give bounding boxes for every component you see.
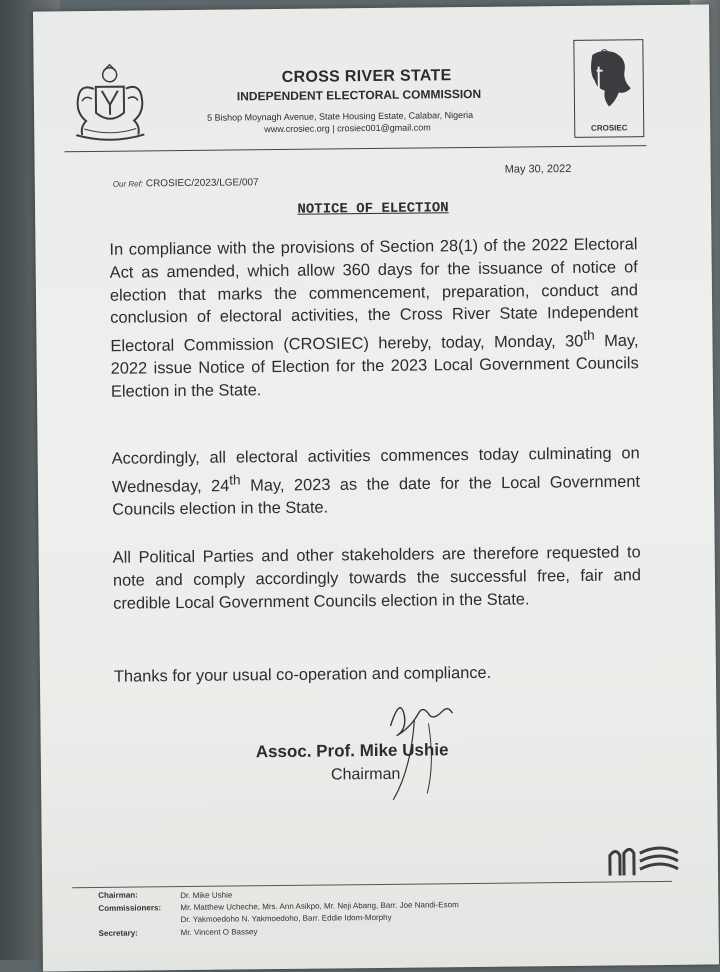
paragraph-thanks: Thanks for your usual co-operation and compliance. bbox=[113, 663, 492, 686]
footer-commissioners-line1: Mr. Matthew Ucheche, Mrs. Ann Asikpo, Mr. Neji Abang, Barr. Joe Nandi-Esom bbox=[180, 900, 459, 913]
footer-commissioners-label: Commissioners: bbox=[98, 903, 162, 913]
footer-chairman-value: Dr. Mike Ushie bbox=[180, 890, 233, 901]
footer-chairman-label: Chairman: bbox=[98, 890, 138, 900]
paragraph-compliance bbox=[109, 233, 639, 404]
signatory-name: Assoc. Prof. Mike Ushie bbox=[255, 740, 449, 762]
org-subtitle: INDEPENDENT ELECTORAL COMMISSION bbox=[236, 86, 482, 104]
footer-secretary-label: Secretary: bbox=[98, 928, 138, 938]
paragraph-compliance-part-b: May, 2022 issue Notice of Election for the 2023 Local Government Councils Election in the State. bbox=[110, 331, 639, 402]
letter-page bbox=[33, 4, 719, 971]
superscript-th: th bbox=[583, 327, 595, 344]
reference-prefix: Our Ref: bbox=[112, 179, 144, 189]
reference-line bbox=[113, 177, 259, 190]
paragraph-compliance-part-a: In compliance with the provisions of Section 28(1) of the 2022 Electoral Act as amended, which allow 360 days for the issuance of notice of election that marks the commencement, preparation, conduct and conclusion of electoral activities, the Cross River State Independent Electoral Commission (CROSIEC) hereby, today, Monday, 30 bbox=[109, 235, 639, 356]
footer-commissioners-line2: Dr. Yakmoedoho N. Yakmoedoho, Barr. Eddie Idom-Morphy bbox=[180, 912, 392, 925]
paragraph-accordingly bbox=[112, 442, 641, 521]
footer-secretary-value: Mr. Vincent O Bassey bbox=[180, 927, 258, 938]
paragraph-stakeholders: All Political Parties and other stakeholders are therefore requested to note and comply accordingly towards the successful free, fair and credible Local Government Councils election in the State. bbox=[112, 543, 642, 613]
signatory-role: Chairman bbox=[330, 765, 401, 784]
paragraph-accordingly-part-b: May, 2023 as the date for the Local Government Councils election in the State. bbox=[112, 472, 641, 519]
state-map-icon bbox=[582, 46, 635, 117]
flag-stripes-icon bbox=[608, 845, 680, 878]
letter-date: May 30, 2022 bbox=[504, 162, 572, 176]
notice-title: NOTICE OF ELECTION bbox=[297, 200, 449, 218]
logo-label: CROSIEC bbox=[590, 123, 628, 133]
crosiec-logo bbox=[573, 39, 644, 138]
paragraph-accordingly-part-a: Accordingly, all electoral activities commences today culminating on Wednesday, 24 bbox=[111, 444, 640, 497]
coat-of-arms-icon bbox=[63, 56, 156, 149]
reference-number: CROSIEC/2023/LGE/007 bbox=[145, 177, 259, 190]
org-title: CROSS RIVER STATE bbox=[281, 67, 452, 86]
superscript-th: th bbox=[229, 472, 241, 488]
footer-rule bbox=[72, 881, 672, 888]
org-contact: www.crosiec.org | crosiec001@gmail.com bbox=[264, 122, 431, 135]
org-address: 5 Bishop Moynagh Avenue, State Housing Estate, Calabar, Nigeria bbox=[207, 109, 474, 123]
